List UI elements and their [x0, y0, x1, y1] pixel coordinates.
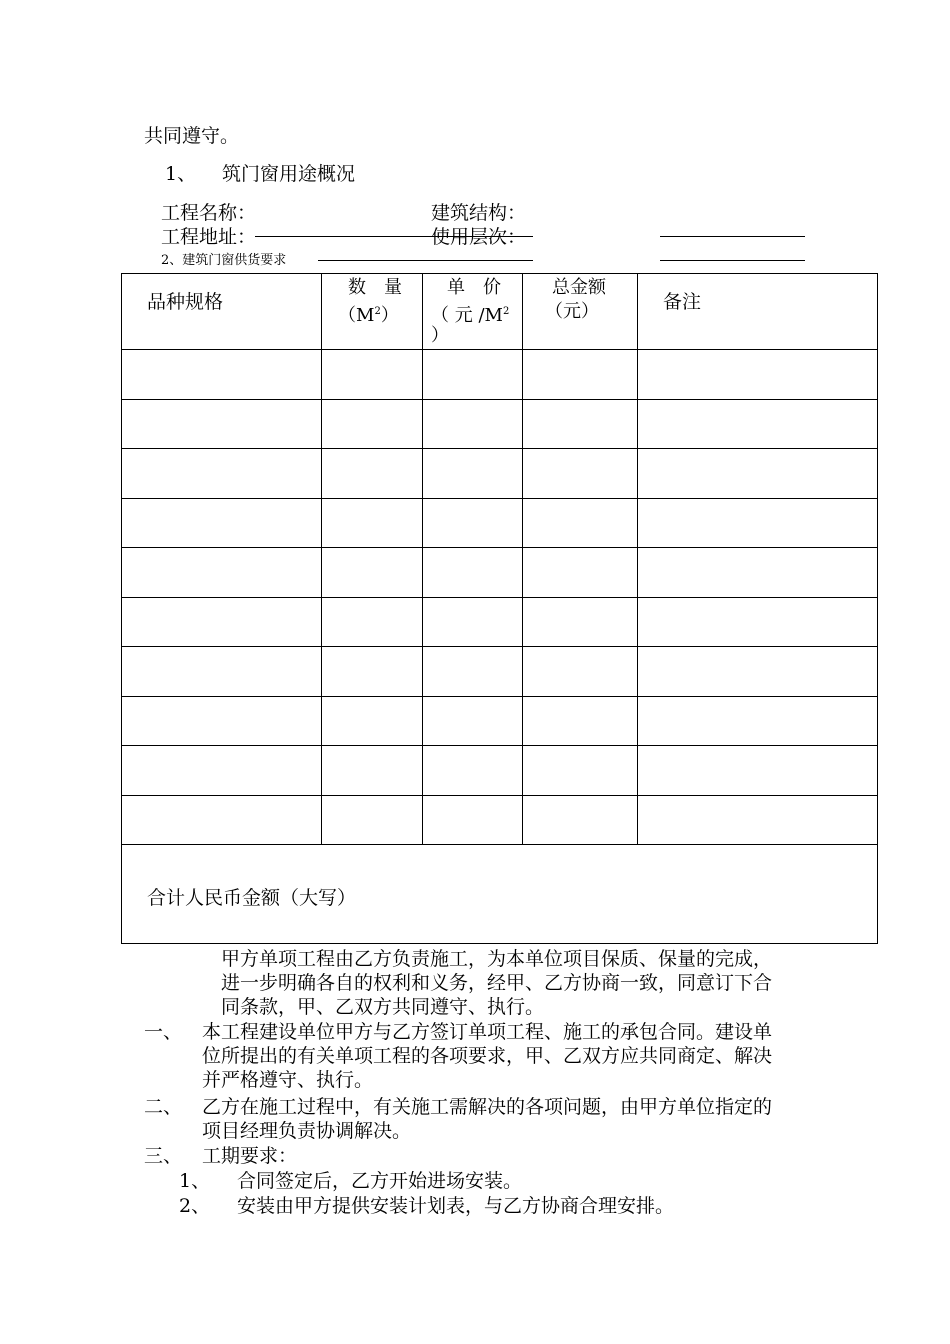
header-price-close: ）	[431, 325, 449, 346]
section1-title: 筑门窗用途概况	[222, 163, 356, 185]
table-cell[interactable]	[638, 399, 878, 449]
header-amount-label: 总金额	[552, 277, 606, 298]
floors-label: 使用层次：	[431, 226, 527, 248]
table-cell[interactable]	[423, 449, 523, 499]
table-row	[122, 647, 878, 697]
table-cell[interactable]	[638, 498, 878, 548]
table-cell[interactable]	[423, 399, 523, 449]
structure-underline	[660, 236, 805, 237]
header-price-unit: （ 元 /M	[431, 305, 503, 326]
total-amount-label: 合计人民币金额（大写）	[147, 887, 357, 909]
table-cell[interactable]	[523, 548, 638, 598]
header-quantity-sup: 2	[374, 306, 381, 317]
header-quantity-close: ）	[380, 305, 399, 326]
preamble-line-3: 同条款，甲、乙双方共同遵守、执行。	[221, 996, 545, 1018]
header-amount	[523, 274, 638, 350]
table-cell[interactable]	[523, 399, 638, 449]
table-row	[122, 795, 878, 845]
table-cell[interactable]	[523, 350, 638, 400]
table-cell[interactable]	[523, 449, 638, 499]
table-cell[interactable]	[122, 498, 322, 548]
table-cell[interactable]	[122, 795, 322, 845]
table-cell[interactable]	[638, 647, 878, 697]
table-cell[interactable]	[122, 548, 322, 598]
total-row	[122, 845, 878, 944]
section1-number: 1、	[165, 163, 197, 185]
table-cell[interactable]	[423, 696, 523, 746]
header-remark-label: 备注	[663, 291, 702, 313]
clause-3-line-1: 工期要求：	[202, 1145, 298, 1167]
header-quantity	[322, 274, 423, 350]
clause-2-number: 二、	[144, 1096, 183, 1118]
clause-2-line-2: 项目经理负责协调解决。	[202, 1120, 412, 1142]
header-price-label: 单 价	[447, 277, 501, 298]
table-cell[interactable]	[322, 647, 423, 697]
table-cell[interactable]	[423, 597, 523, 647]
sub-item-2-text: 安装由甲方提供安装计划表，与乙方协商合理安排。	[237, 1195, 675, 1217]
intro-tail: 共同遵守。	[144, 125, 240, 147]
table-cell[interactable]	[638, 548, 878, 598]
sub-item-1-text: 合同签定后，乙方开始进场安装。	[237, 1170, 523, 1192]
table-row	[122, 696, 878, 746]
table-cell[interactable]	[423, 647, 523, 697]
table-cell[interactable]	[523, 795, 638, 845]
table-cell[interactable]	[122, 449, 322, 499]
project-name-underline	[255, 236, 533, 237]
table-row	[122, 548, 878, 598]
project-name-label: 工程名称：	[161, 202, 257, 224]
table-cell[interactable]	[122, 597, 322, 647]
table-cell[interactable]	[638, 449, 878, 499]
table-cell[interactable]	[322, 746, 423, 796]
sub-item-2-number: 2、	[179, 1195, 211, 1217]
table-row	[122, 597, 878, 647]
table-cell[interactable]	[322, 597, 423, 647]
table-cell[interactable]	[523, 746, 638, 796]
table-cell[interactable]	[122, 696, 322, 746]
table-row	[122, 498, 878, 548]
table-cell[interactable]	[122, 350, 322, 400]
table-cell[interactable]	[322, 795, 423, 845]
clause-1-line-1: 本工程建设单位甲方与乙方签订单项工程、施工的承包合同。建设单	[202, 1021, 773, 1043]
table-cell[interactable]	[638, 597, 878, 647]
table-cell[interactable]	[322, 548, 423, 598]
clause-1-number: 一、	[144, 1021, 183, 1043]
clause-2-line-1: 乙方在施工过程中，有关施工需解决的各项问题，由甲方单位指定的	[202, 1096, 773, 1118]
table-cell[interactable]	[523, 647, 638, 697]
table-cell[interactable]	[423, 746, 523, 796]
table-cell[interactable]	[322, 350, 423, 400]
table-cell[interactable]	[322, 498, 423, 548]
header-spec	[122, 274, 322, 350]
table-cell[interactable]	[423, 548, 523, 598]
sub-item-1-number: 1、	[179, 1170, 211, 1192]
building-structure-label: 建筑结构：	[431, 202, 527, 224]
clause-3-number: 三、	[144, 1145, 183, 1167]
table-cell[interactable]	[523, 498, 638, 548]
clause-1-line-2: 位所提出的有关单项工程的各项要求，甲、乙双方应共同商定、解决	[202, 1045, 773, 1067]
project-address-label: 工程地址：	[161, 226, 257, 248]
table-cell[interactable]	[122, 399, 322, 449]
table-row	[122, 399, 878, 449]
table-cell[interactable]	[638, 350, 878, 400]
header-remark	[638, 274, 878, 350]
table-row	[122, 350, 878, 400]
table-cell[interactable]	[638, 746, 878, 796]
preamble-line-1: 甲方单项工程由乙方负责施工，为本单位项目保质、保量的完成，	[221, 948, 773, 970]
preamble-line-2: 进一步明确各自的权利和义务，经甲、乙方协商一致，同意订下合	[221, 972, 773, 994]
supply-table	[121, 273, 878, 944]
table-cell[interactable]	[523, 696, 638, 746]
table-cell[interactable]	[423, 498, 523, 548]
table-cell[interactable]	[322, 449, 423, 499]
table-cell[interactable]	[122, 647, 322, 697]
header-amount-unit: （元）	[545, 301, 599, 322]
clause-1-line-3: 并严格遵守、执行。	[202, 1069, 374, 1091]
table-row	[122, 449, 878, 499]
table-cell[interactable]	[523, 597, 638, 647]
table-cell[interactable]	[638, 696, 878, 746]
floors-underline	[660, 260, 805, 261]
table-cell[interactable]	[423, 350, 523, 400]
table-cell[interactable]	[322, 696, 423, 746]
header-quantity-unit: （M	[338, 305, 375, 326]
table-row	[122, 746, 878, 796]
address-underline	[318, 260, 533, 261]
table-cell[interactable]	[638, 795, 878, 845]
header-price-sup: 2	[502, 306, 510, 317]
header-quantity-label: 数 量	[348, 277, 402, 298]
table-cell[interactable]	[322, 399, 423, 449]
header-unit-price	[423, 274, 523, 350]
table-cell[interactable]	[423, 795, 523, 845]
section2-title: 2、建筑门窗供货要求	[161, 253, 287, 268]
header-spec-label: 品种规格	[147, 291, 224, 313]
table-cell[interactable]	[122, 746, 322, 796]
